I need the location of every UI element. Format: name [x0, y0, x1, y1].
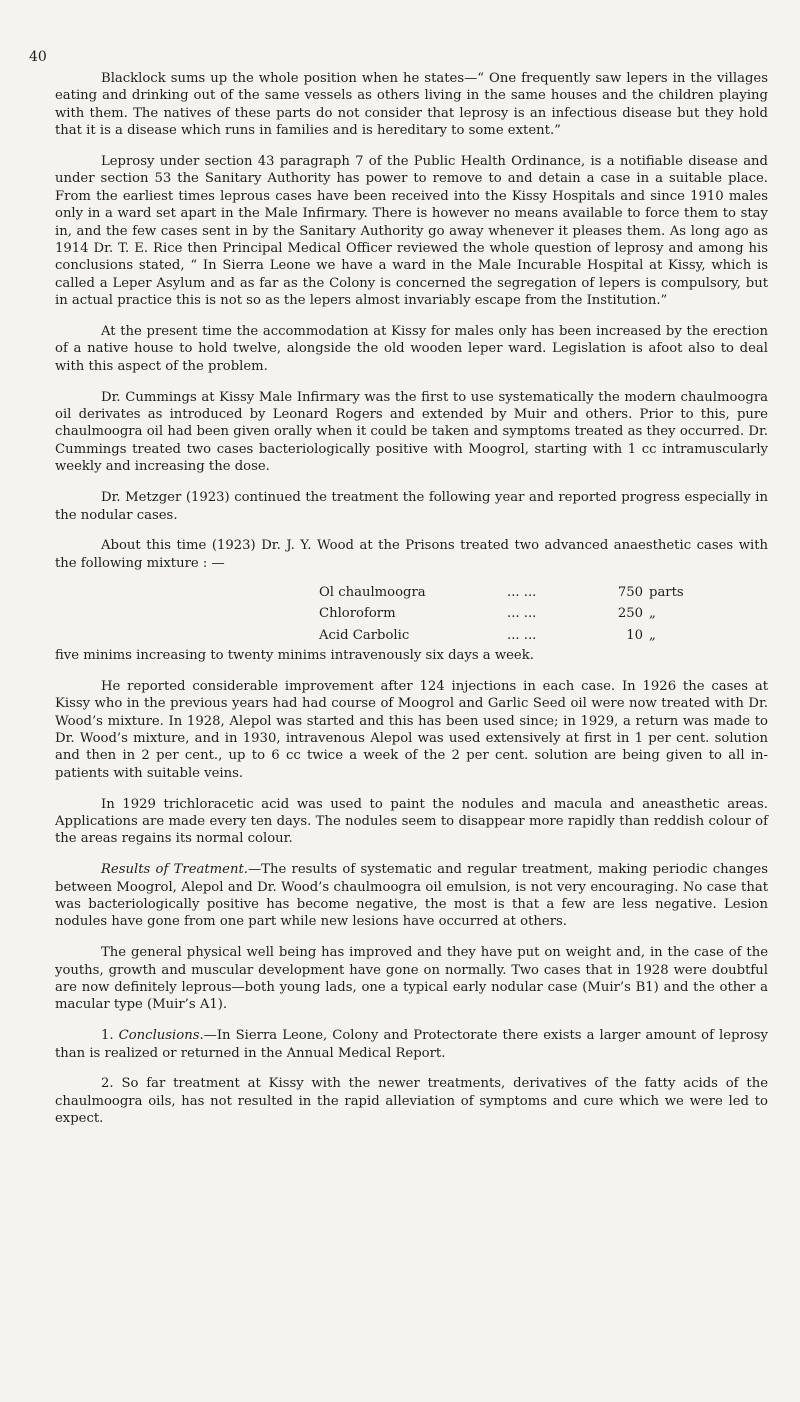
paragraph-cummings: Dr. Cummings at Kissy Male Infirmary was the first to use systematically the modern chaulmoogra oil derivates as introduced by Leonard Rogers and extended by Muir and others. Prior to this, pure chaulmoogra oil had been given orally when it could be taken and symptoms treated as they occurred. Dr. Cummings treated two cases bacteriologically positive with Moogrol, starting with 1 cc intramuscularly weekly and increasing the dose.: [55, 389, 768, 475]
body-text: [55, 70, 768, 1141]
mixture-unit: parts: [649, 584, 684, 600]
conclusions-heading: Conclusions.: [118, 1028, 204, 1044]
conclusion-1: [55, 1027, 768, 1062]
paragraph-trichloracetic: In 1929 trichloracetic acid was used to paint the nodules and macula and aneasthetic areas. Applications are made every ten days. The nodules seem to disappear more rapidly than reddish colour of the areas regains its normal colour.: [55, 796, 768, 847]
paragraph-blacklock: Blacklock sums up the whole position when he states—“ One frequently saw lepers in the villages eating and drinking out of the same vessels as others living in the same houses and the children playing with them. The natives of these parts do not consider that leprosy is an infectious disease but they hold that it is a disease which runs in families and is hereditary to some extent.”: [55, 71, 768, 139]
mixture-ingredient: Ol chaulmoogra: [319, 584, 426, 600]
results-text: —The results of systematic and regular treatment, making periodic changes between Moogrol, Alepol and Dr. Wood’s chaulmoogra oil emulsion, is not very encouraging. No case that was bacteriologically positive has become negative, the most is that a few are less negative. Lesion nodules have gone from one part while new lesions have occurred at others.: [55, 862, 769, 930]
mixture-dots: ... ...: [507, 606, 537, 621]
paragraph-general: The general physical well being has improved and they have put on weight and, in the case of the youths, growth and muscular development have gone on normally. Two cases that in 1928 were doubtful are now definitely leprous—both young lads, one a typical early nodular case (Muir’s B1) and the other a macular type (Muir’s A1).: [55, 945, 768, 1013]
mixture-quantity: 10: [626, 627, 643, 643]
mixture-ingredient: Chloroform: [319, 606, 396, 621]
mixture-item: [55, 625, 768, 647]
mixture-list: [55, 582, 768, 647]
results-heading: Results of Treatment.: [101, 862, 248, 878]
paragraph-wood: About this time (1923) Dr. J. Y. Wood at the Prisons treated two advanced anaesthetic cases with the following mixture : —: [55, 538, 768, 571]
conclusion-text: So far treatment at Kissy with the newer treatments, derivatives of the fatty acids of the chaulmoogra oils, has not resulted in the rapid alleviation of symptoms and cure which we were led to expect.: [55, 1076, 768, 1127]
mixture-ingredient: Acid Carbolic: [319, 627, 410, 643]
paragraph-leprosy-ordinance: Leprosy under section 43 paragraph 7 of the Public Health Ordinance, is a notifiable disease and under section 53 the Sanitary Authority has power to remove to and detain a case in a suitable place. From the earliest times leprous cases have been received into the Kissy Hospitals and since 1910 males only in a ward set apart in the Male Infirmary. There is however no means available to force them to stay in, and the few cases sent in by the Sanitary Authority go away whenever it pleases them. As long ago as 1914 Dr. T. E. Rice then Principal Medical Officer reviewed the whole question of leprosy and among his conclusions stated, “ In Sierra Leone we have a ward in the Male Incurable Hospital at Kissy, which is called a Leper Asylum and as far as the Colony is concerned the segregation of lepers is compulsory, but in actual practice this is not so as the lepers almost invariably escape from the Institution.”: [55, 154, 768, 309]
paragraph-metzger: Dr. Metzger (1923) continued the treatment the following year and reported progress especially in the nodular cases.: [55, 490, 768, 523]
conclusion-number: 2.: [101, 1076, 114, 1092]
mixture-dots: ... ...: [507, 627, 537, 643]
paragraph-accommodation: At the present time the accommodation at Kissy for males only has been increased by the erection of a native house to hold twelve, alongside the old wooden leper ward. Legislation is afoot also to deal with this aspect of the problem.: [55, 324, 768, 374]
conclusion-text: —In Sierra Leone, Colony and Protectorate there exists a larger amount of leprosy than is realized or returned in the Annual Medical Report.: [55, 1028, 768, 1061]
mixture-item: [55, 603, 768, 625]
paragraph-results: [55, 861, 768, 931]
mixture-unit: „: [649, 627, 656, 643]
conclusion-2: [55, 1075, 768, 1127]
mixture-item: [55, 582, 768, 604]
paragraph-improvement: He reported considerable improvement after 124 injections in each case. In 1926 the cases at Kissy who in the previous years had had course of Moogrol and Garlic Seed oil were now treated with Dr. Wood’s mixture. In 1928, Alepol was started and this has been used since; in 1929, a return was made to Dr. Wood’s mixture, and in 1930, intravenous Alepol was used extensively at first in 1 per cent. solution and then in 2 per cent., up to 6 cc twice a week of the 2 per cent. solution are being given to all in-patients with suitable veins.: [55, 678, 768, 781]
mixture-dots: ... ...: [507, 584, 537, 600]
mixture-unit: „: [649, 606, 656, 621]
conclusion-number: 1.: [101, 1028, 114, 1044]
paragraph-dosage: five minims increasing to twenty minims intravenously six days a week.: [55, 648, 534, 663]
mixture-quantity: 750: [617, 584, 643, 600]
mixture-quantity: 250: [617, 606, 643, 621]
page-number: 40: [29, 49, 47, 65]
